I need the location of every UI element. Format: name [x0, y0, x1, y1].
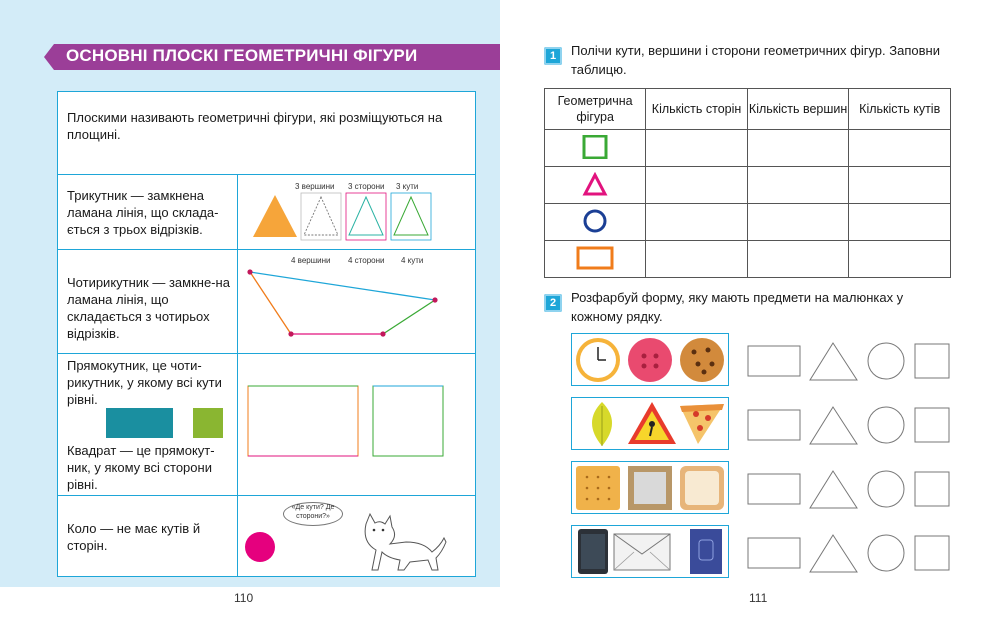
cat-illustration: [348, 512, 448, 574]
vertices-input-cell[interactable]: [747, 241, 849, 278]
triangle-outline[interactable]: [810, 343, 857, 380]
sides-input-cell[interactable]: [646, 241, 748, 278]
picture-row-rectangular: [571, 525, 729, 578]
triangle-text: Трикутник — замкнена ламана лінія, що склада-ється з трьох відрізків.: [67, 188, 219, 237]
shapes-to-colour: [745, 340, 955, 580]
circle-outline[interactable]: [868, 343, 904, 379]
col-header-sides: Кількість сторін: [646, 89, 748, 130]
page-number-right: 111: [749, 591, 768, 605]
col-header-vertices: Кількість вершин: [747, 89, 849, 130]
shape-cell: [545, 167, 646, 204]
square-outline[interactable]: [915, 408, 949, 442]
triangle-outline[interactable]: [810, 407, 857, 444]
road-sign-icon: [628, 402, 676, 444]
rectangle-outline[interactable]: [748, 410, 800, 440]
picture-row-round: [571, 333, 729, 386]
banner-title: ОСНОВНІ ПЛОСКІ ГЕОМЕТРИЧНІ ФІГУРИ: [66, 46, 418, 65]
rectangle-outline[interactable]: [748, 346, 800, 376]
circle-text: Коло — не має кутів й сторін.: [67, 521, 201, 553]
sides-input-cell[interactable]: [646, 204, 748, 241]
clock-icon: [576, 338, 620, 382]
filled-circle: [245, 532, 275, 562]
vertices-input-cell[interactable]: [747, 167, 849, 204]
shape-options-row: [748, 535, 949, 572]
quadrilateral-diagram: [243, 264, 443, 344]
leaf-icon: [592, 402, 612, 446]
table-row: [545, 167, 951, 204]
table-row: [545, 241, 951, 278]
task2-number: 2: [544, 294, 562, 312]
angles-input-cell[interactable]: [849, 241, 951, 278]
task1-text: Полічи кути, вершини і сторони геометричних фігур. Заповни таблицю.: [571, 43, 940, 77]
triangle-vertices-diagram: [304, 197, 338, 235]
cookie-icon: [680, 338, 724, 382]
sides-input-cell[interactable]: [646, 167, 748, 204]
rectangle-outline[interactable]: [748, 538, 800, 568]
phone-icon: [578, 529, 608, 574]
section-banner: [44, 44, 500, 70]
round-objects: [572, 334, 728, 385]
filled-rectangle: [106, 408, 173, 438]
triangle-row: [58, 174, 475, 249]
quad-label-vertices: 4 вершини: [291, 256, 331, 265]
picture-frame-icon: [628, 466, 672, 510]
intro-row: [58, 92, 475, 174]
triangle-label-sides: 3 сторони: [348, 182, 385, 191]
square-objects: [572, 462, 728, 513]
shape-cell: [545, 241, 646, 278]
table-row: [545, 204, 951, 241]
square-outline[interactable]: [915, 344, 949, 378]
rectangle-row: [58, 353, 475, 495]
picture-row-square: [571, 461, 729, 514]
circle-outline[interactable]: [868, 535, 904, 571]
shape-options-row: [748, 343, 949, 380]
definitions-table: [57, 91, 476, 577]
bread-slice-icon: [680, 466, 724, 510]
vertices-input-cell[interactable]: [747, 130, 849, 167]
rectangle-square-diagrams: [246, 384, 471, 462]
sides-input-cell[interactable]: [646, 130, 748, 167]
col-header-angles: Кількість кутів: [849, 89, 951, 130]
col-header-shape: Геометрична фігура: [545, 89, 646, 130]
intro-text: Плоскими називають геометричні фігури, які розміщуються на площині.: [67, 110, 443, 142]
circle-outline[interactable]: [868, 471, 904, 507]
rectangle-text: Прямокутник, це чоти-рикутник, у якому всі кути рівні.: [67, 358, 222, 407]
circle-row: [58, 495, 475, 577]
quad-label-sides: 4 сторони: [348, 256, 385, 265]
triangle-illustrations: [248, 189, 468, 244]
picture-row-triangular: [571, 397, 729, 450]
circle-outline[interactable]: [868, 407, 904, 443]
triangle-label-angles: 3 кути: [396, 182, 419, 191]
book-icon: [690, 529, 722, 574]
square-text: Квадрат — це прямокут-ник, у якому всі сторони рівні.: [67, 443, 215, 492]
triangle-sides-diagram: [349, 197, 383, 235]
angles-input-cell[interactable]: [849, 130, 951, 167]
shape-cell: [545, 204, 646, 241]
triangle-label-vertices: 3 вершини: [295, 182, 335, 191]
table-row: [545, 130, 951, 167]
filled-square: [193, 408, 223, 438]
shapes-count-table: [544, 88, 951, 278]
triangular-objects: [572, 398, 728, 449]
shape-cell: [545, 130, 646, 167]
envelope-icon: [614, 534, 670, 570]
task1-number: 1: [544, 47, 562, 65]
square-outline[interactable]: [915, 536, 949, 570]
quadrilateral-text: Чотирикутник — замкне-на ламана лінія, що складається з чотирьох відрізків.: [67, 275, 230, 341]
shape-options-row: [748, 407, 949, 444]
rectangle-icon: [576, 246, 614, 270]
rectangular-objects: [572, 526, 728, 577]
circle-icon: [582, 209, 608, 233]
angles-input-cell[interactable]: [849, 204, 951, 241]
cracker-icon: [576, 466, 620, 510]
triangle-angles-diagram: [394, 197, 428, 235]
triangle-outline[interactable]: [810, 535, 857, 572]
square-outline[interactable]: [915, 472, 949, 506]
quad-label-angles: 4 кути: [401, 256, 424, 265]
quadrilateral-row: [58, 249, 475, 353]
square-icon: [582, 135, 608, 159]
triangle-outline[interactable]: [810, 471, 857, 508]
left-page: [0, 0, 500, 605]
page-number-left: 110: [234, 591, 254, 605]
angles-input-cell[interactable]: [849, 167, 951, 204]
shape-options-row: [748, 471, 949, 508]
rectangle-outline[interactable]: [748, 474, 800, 504]
triangle-icon: [582, 172, 608, 196]
bubble-text: «Де кути? Де сторони?»: [291, 504, 335, 520]
filled-triangle: [253, 195, 297, 237]
task2-text: Розфарбуй форму, яку мають предмети на малюнках у кожному рядку.: [571, 290, 904, 324]
button-icon: [628, 338, 672, 382]
pizza-icon: [680, 404, 724, 444]
vertices-input-cell[interactable]: [747, 204, 849, 241]
